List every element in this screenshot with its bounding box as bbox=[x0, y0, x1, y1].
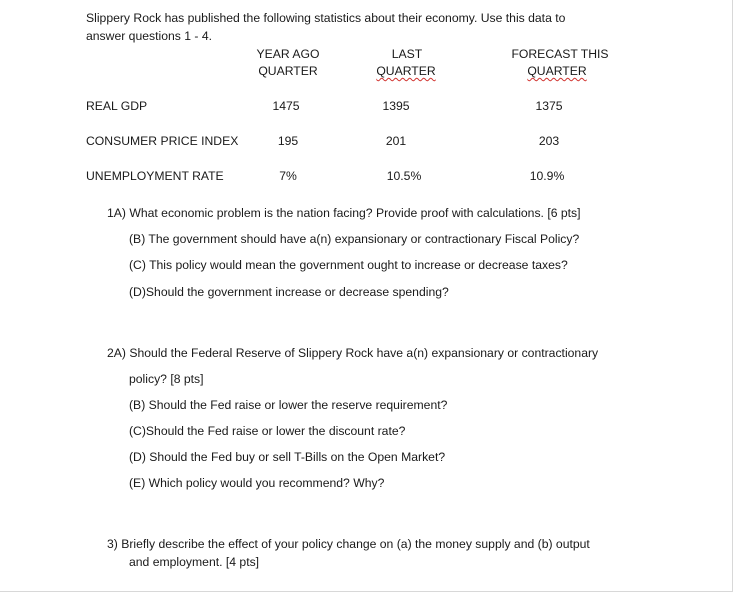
cell-cpi-forecast: 203 bbox=[538, 134, 560, 148]
header-forecast-line-1: FORECAST THIS bbox=[511, 47, 609, 61]
cell-real-gdp-last: 1395 bbox=[382, 99, 410, 113]
cell-cpi-year-ago: 195 bbox=[277, 134, 299, 148]
cell-real-gdp-forecast: 1375 bbox=[535, 99, 563, 113]
cell-cpi-last: 201 bbox=[385, 134, 407, 148]
question-1a: 1A) What economic problem is the nation facing? Provide proof with calculations. [6 pts] bbox=[107, 206, 581, 220]
cell-unemployment-year-ago: 7% bbox=[279, 169, 297, 183]
row-label-cpi: CONSUMER PRICE INDEX bbox=[86, 134, 239, 148]
row-label-unemployment: UNEMPLOYMENT RATE bbox=[86, 169, 224, 183]
question-2e: (E) Which policy would you recommend? Why? bbox=[129, 476, 385, 490]
row-label-real-gdp: REAL GDP bbox=[86, 99, 148, 113]
question-1b: (B) The government should have a(n) expansionary or contractionary Fiscal Policy? bbox=[129, 232, 580, 246]
question-2a-line-1: 2A) Should the Federal Reserve of Slippery Rock have a(n) expansionary or contractionary bbox=[107, 346, 599, 360]
question-3-line-2: and employment. [4 pts] bbox=[129, 555, 260, 569]
question-2c: (C)Should the Fed raise or lower the discount rate? bbox=[129, 424, 406, 438]
question-3-line-1: 3) Briefly describe the effect of your policy change on (a) the money supply and (b) output bbox=[107, 537, 590, 551]
intro-line-1: Slippery Rock has published the following statistics about their economy. Use this data to bbox=[86, 11, 566, 25]
header-year-ago-line-2: QUARTER bbox=[258, 64, 318, 78]
header-last-line-2: QUARTER bbox=[376, 64, 436, 78]
cell-unemployment-forecast: 10.9% bbox=[529, 169, 565, 183]
cell-real-gdp-year-ago: 1475 bbox=[272, 99, 300, 113]
question-1d: (D)Should the government increase or decrease spending? bbox=[129, 285, 449, 299]
question-2d: (D) Should the Fed buy or sell T-Bills on the Open Market? bbox=[129, 450, 446, 464]
question-2a-line-2: policy? [8 pts] bbox=[129, 372, 204, 386]
question-2b: (B) Should the Fed raise or lower the reserve requirement? bbox=[129, 398, 448, 412]
question-1c: (C) This policy would mean the government ought to increase or decrease taxes? bbox=[129, 258, 568, 272]
intro-line-2: answer questions 1 - 4. bbox=[86, 29, 213, 43]
cell-unemployment-last: 10.5% bbox=[386, 169, 422, 183]
header-last-line-1: LAST bbox=[391, 47, 423, 61]
header-year-ago-line-1: YEAR AGO bbox=[256, 47, 320, 61]
header-forecast-line-2: QUARTER bbox=[527, 64, 587, 78]
